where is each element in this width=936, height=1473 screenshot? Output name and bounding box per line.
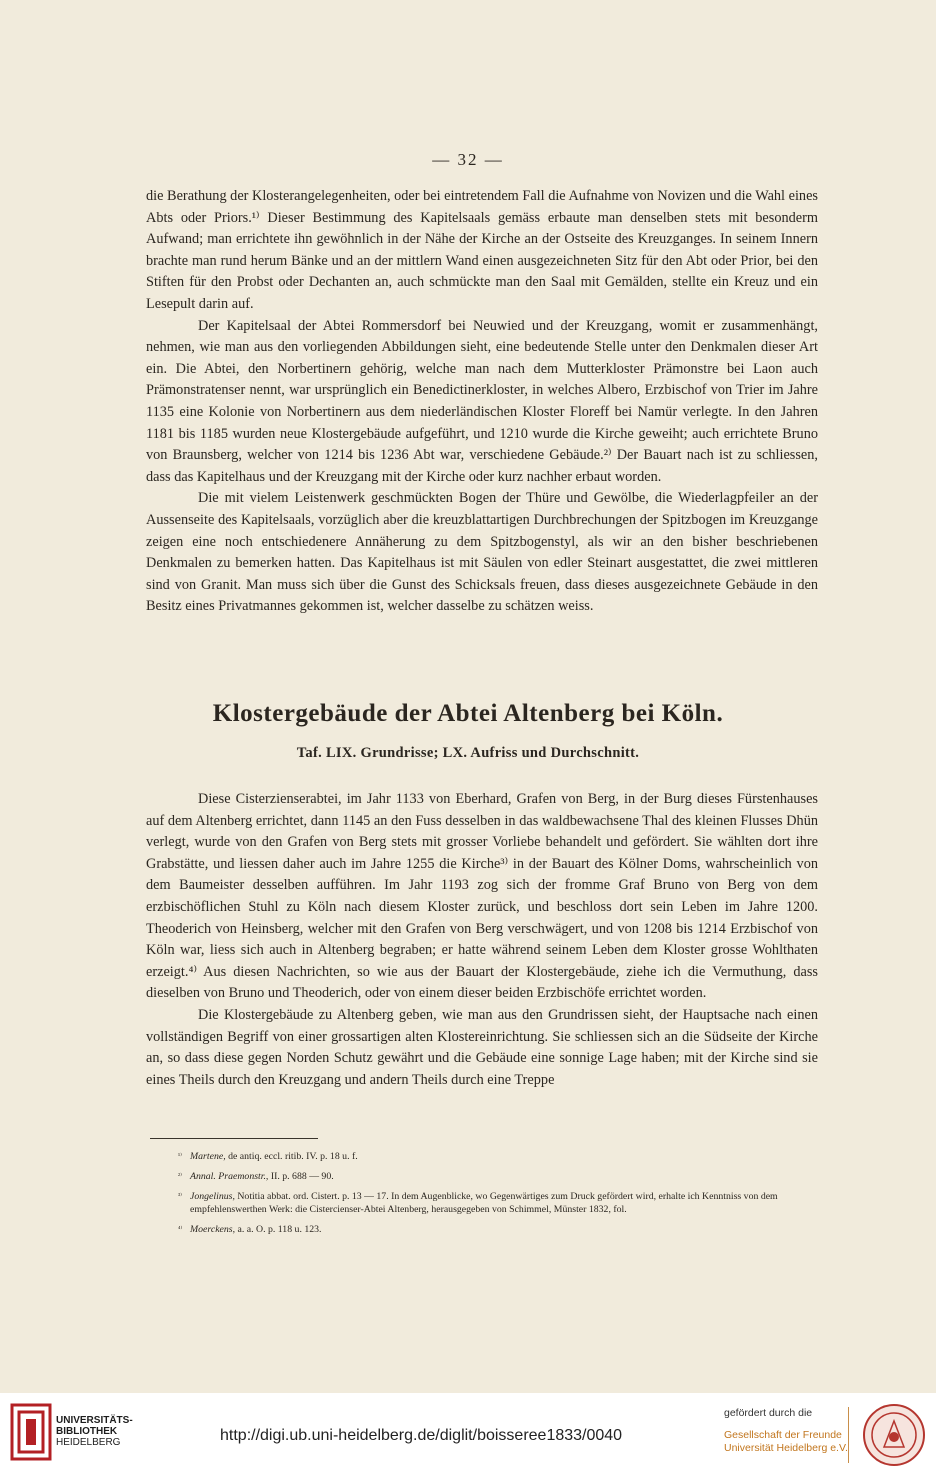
university-seal-icon: [862, 1403, 926, 1467]
text-block-bottom: [146, 789, 818, 1091]
footnote: ³⁾ Jongelinus, Notitia abbat. ord. Cistert. p. 13 — 17. In dem Augenblicke, wo Gegenwärtiges zum Druck gefördert wird, erhalte ich Kenntniss von dem empfehlenswerthen Werk: die Cistercienser-Abtei Altenberg, herausgegeben von Schimmel, Münster 1832, fol.: [178, 1191, 778, 1215]
section-heading: Klostergebäude der Abtei Altenberg bei Köln.: [212, 700, 724, 727]
section-subheading: Taf. LIX. Grundrisse; LX. Aufriss und Durchschnitt.: [296, 745, 640, 761]
paragraph: Der Kapitelsaal der Abtei Rommersdorf bei Neuwied und der Kreuzgang, womit er zusammenhängt, nehmen, wie man aus den vorliegenden Abbildungen sieht, eine bedeutende Stelle unter den Denkmalen dieser Art ein. Die Abtei, den Norbertinern gehörig, welche man nach dem Mutterkloster Prämonstre bei Laon auch Prämonstratenser nennt, war ursprünglich ein Benedictinerkloster, in welches Albero, Erzbischof von Trier im Jahre 1135 eine Kolonie von Norbertinern aus dem niederländischen Kloster Floreff bei Namür verlegte. In den Jahren 1181 bis 1185 wurden neue Klostergebäude aufgeführt, und 1210 wurde die Kirche geweiht; auch errichtete Bruno von Braunsberg, welcher von 1214 bis 1236 Abt war, verschiedene Gebäude.²⁾ Der Bauart nach ist zu schliessen, dass das Kapitelhaus und der Kreuzgang mit der Kirche oder kurz nachher erbaut worden.: [146, 317, 818, 485]
permalink-url[interactable]: http://digi.ub.uni-heidelberg.de/diglit/boisseree1833/0040: [220, 1427, 623, 1444]
library-logo-icon: [10, 1403, 52, 1461]
paragraph: Diese Cisterzienserabtei, im Jahr 1133 von Eberhard, Grafen von Berg, in der Burg dieses Fürstenhauses auf dem Altenberg errichtet, dann 1145 an den Fuss desselben in das waldbewachsene Thal des kleinen Flusses Dhün verlegt, wurde von den Grafen von Berg stets mit grosser Vorliebe behandelt und gefördert. Sie wählten dort ihre Grabstätte, und liessen daher auch im Jahre 1255 die Kirche³⁾ in der Bauart des Kölner Doms, wahrscheinlich von dem Baumeister desselben aufführen. Im Jahr 1193 zog sich der fromme Graf Bruno von Berg von dem erzbischöflichen Stuhl zu Köln nach diesem Kloster zurück, und beschloss dort sein Leben im Jahre 1200. Theoderich von Heinsberg, welcher mit den Grafen von Berg verschwägert, und von 1208 bis 1214 Erzbischof von Köln war, liess sich auch in Altenberg begraben; er hatte während seinem Leben dem Kloster grosse Wohlthaten erzeigt.⁴⁾ Aus diesen Nachrichten, so wie aus der Bauart der Klostergebäude, ziehe ich die Vermuthung, dass dieselben von Bruno und Theoderich, oder von einem dieser beiden Erzbischöfe errichtet worden.: [146, 791, 818, 1002]
footnote-divider: [150, 1138, 318, 1139]
viewer-footer: [0, 1393, 936, 1473]
footnotes: [178, 1150, 810, 1243]
page-number: — 32 —: [432, 150, 504, 169]
paragraph: Die mit vielem Leistenwerk geschmückten Bogen der Thüre und Gewölbe, die Wiederlagpfeiler an der Aussenseite des Kapitelsaals, vorzüglich aber die kreuzblattartigen Durchbrechungen der Spitzbogen im Kreuzgange zeigen eine noch entschiedenere Annäherung zu dem Spitzbogenstyl, als wir an den bisher beschriebenen Denkmalen zu bemerken hatten. Das Kapitelhaus ist mit Säulen von edler Steinart ausgestattet, die zwei mittleren sind von Granit. Man muss sich über die Gunst des Schicksals freuen, dass dieses ausgezeichnete Gebäude in den Besitz eines Privatmannes gekommen ist, welcher dasselbe zu schätzen weiss.: [146, 490, 818, 615]
footnote: ⁴⁾ Moerckens, a. a. O. p. 118 u. 123.: [178, 1224, 322, 1235]
footnote: ²⁾ Annal. Praemonstr., II. p. 688 — 90.: [178, 1171, 334, 1182]
sponsor-name: Gesellschaft der Freunde Universität Heidelberg e.V.: [724, 1429, 848, 1454]
sponsor-label: gefördert durch die: [724, 1407, 813, 1419]
paragraph: die Berathung der Klosterangelegenheiten, oder bei eintretendem Fall die Aufnahme von Novizen und die Wahl eines Abts oder Priors.¹⁾ Dieser Bestimmung des Kapitelsaals gemäss erbaute man denselben stets mit besonderm Aufwand; man errichtete ihn gewöhnlich in der Nähe der Kirche an der Ostseite des Kreuzganges. In seinem Innern brachte man rund herum Bänke und an der mittlern Wand einen ausgezeichneten Sitz für den Abt oder Prior, bei den Stiften für den Probst oder Dechanten an, auch schmückte man den Saal mit Gemälden, stellte ein Kreuz und ein Lesepult darin auf.: [146, 188, 818, 312]
library-name: UNIVERSITÄTS- BIBLIOTHEK HEIDELBERG: [56, 1415, 133, 1448]
footer-divider: [848, 1407, 849, 1463]
paragraph: Die Klostergebäude zu Altenberg geben, wie man aus den Grundrissen sieht, der Hauptsache nach einen vollständigen Begriff von einer grossartigen alten Klostereinrichtung. Sie schliessen sich an die Südseite der Kirche an, so dass diese gegen Norden Schutz gewährt und die Gebäude eine sonnige Lage haben; mit der Kirche sind sie eines Theils durch den Kreuzgang und andern Theils durch eine Treppe: [146, 1006, 818, 1088]
text-block-top: [146, 186, 818, 618]
footnote: ¹⁾ Martene, de antiq. eccl. ritib. IV. p. 18 u. f.: [178, 1151, 358, 1162]
